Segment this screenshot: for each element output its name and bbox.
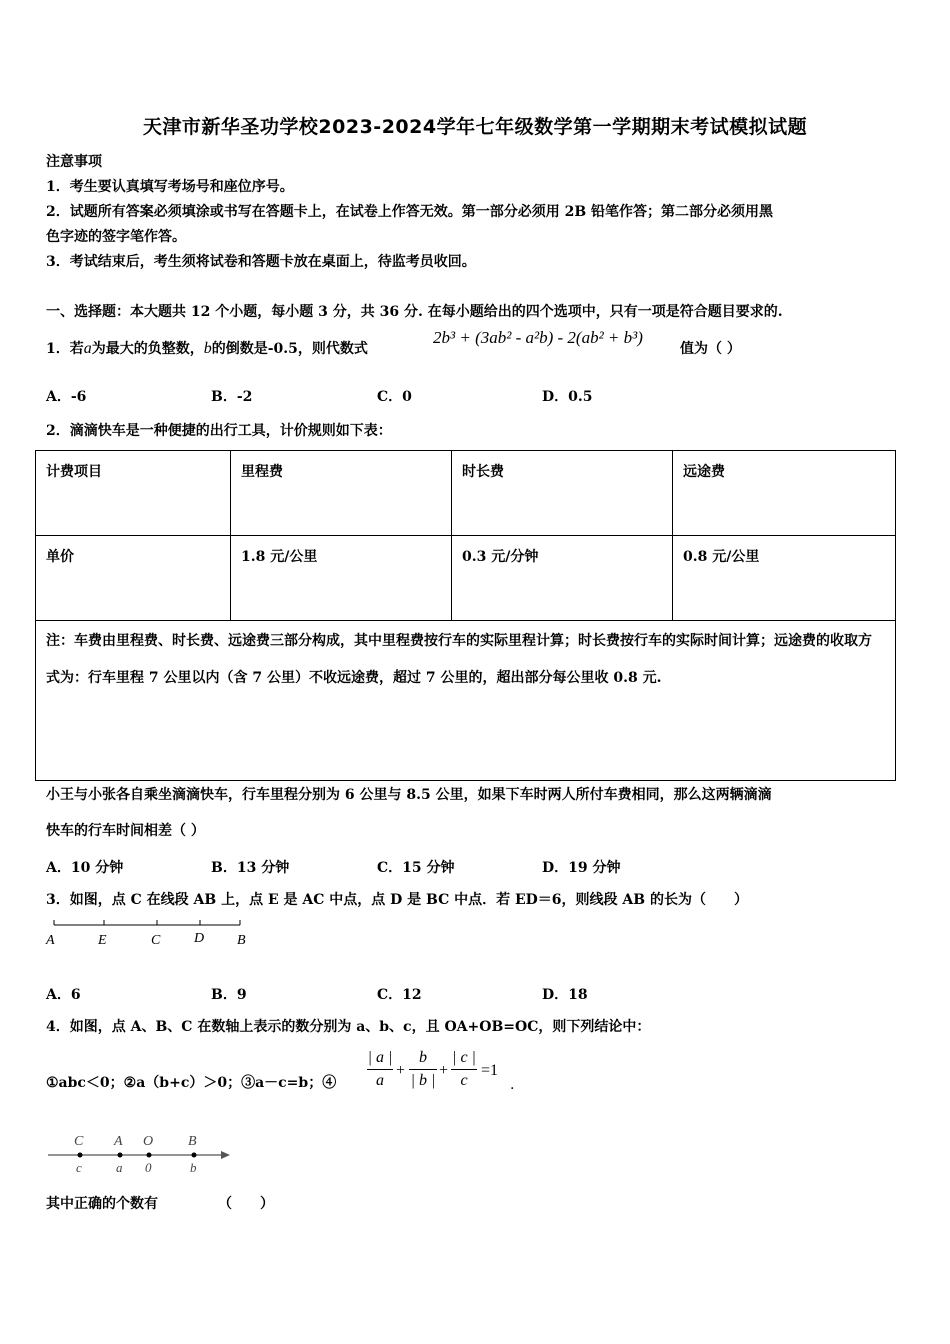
frac1-denominator: a xyxy=(376,1072,384,1089)
notice-item-3: 3．考试结束后，考生须将试卷和答题卡放在桌面上，待监考员收回。 xyxy=(46,254,476,270)
q3-option-b: B．9 xyxy=(211,987,247,1003)
fee-header-mileage: 里程费 xyxy=(231,451,452,536)
point-label-b: B xyxy=(237,933,246,948)
frac2-denominator: | b | xyxy=(410,1072,436,1089)
q1-option-b: B．-2 xyxy=(211,389,253,405)
q1-option-c: C．0 xyxy=(377,389,412,405)
q4-period: . xyxy=(510,1077,515,1093)
label-upper-c: C xyxy=(74,1134,84,1149)
q2-option-d: D．19 分钟 xyxy=(542,860,621,876)
q1-stem-end: 值为（ ） xyxy=(680,341,741,357)
q2-question-line2: 快车的行车时间相差（ ） xyxy=(46,823,205,839)
q1-option-d: D．0.5 xyxy=(542,389,593,405)
q2-option-c: C．15 分钟 xyxy=(377,860,455,876)
label-upper-a: A xyxy=(114,1134,123,1149)
q4-stem: 4．如图，点 A、B、C 在数轴上表示的数分别为 a、b、c，且 OA+OB=OC，则下列结论中： xyxy=(46,1019,651,1035)
fee-table-note-row xyxy=(36,621,896,781)
q3-option-c: C．12 xyxy=(377,987,422,1003)
point-b xyxy=(192,1153,197,1158)
fee-header-time: 时长费 xyxy=(452,451,673,536)
q3-option-a: A．6 xyxy=(46,987,81,1003)
frac1-numerator: | a | xyxy=(367,1049,393,1066)
section-heading: 一、选择题：本大题共 12 个小题，每小题 3 分，共 36 分. 在每小题给出的四个选项中，只有一项是符合题目要求的. xyxy=(46,304,783,320)
q1-var-b: b xyxy=(203,340,212,357)
q4-fraction-3 xyxy=(451,1049,477,1090)
point-label-a: A xyxy=(46,933,55,948)
notice-item-2-cont: 色字迹的签字笔作答。 xyxy=(46,229,186,245)
frac3-bar xyxy=(451,1069,477,1070)
fee-table xyxy=(35,450,896,781)
point-label-d: D xyxy=(194,931,205,946)
notice-heading: 注意事项 xyxy=(46,154,102,170)
q3-segment-figure xyxy=(40,914,260,950)
label-lower-0: 0 xyxy=(145,1160,152,1175)
fee-price-time: 0.3 元/分钟 xyxy=(452,536,673,621)
q1-stem-c: 的倒数是-0.5，则代数式 xyxy=(211,341,368,357)
notice-item-1: 1．考生要认真填写考场号和座位序号。 xyxy=(46,179,294,195)
q1-stem-b: 为最大的负整数， xyxy=(91,341,204,357)
fee-price-distance: 0.8 元/公里 xyxy=(673,536,896,621)
q1-stem-a: 1．若 xyxy=(46,341,84,357)
fee-header-item: 计费项目 xyxy=(36,451,231,536)
q3-stem: 3．如图，点 C 在线段 AB 上，点 E 是 AC 中点，点 D 是 BC 中点．若 ED＝6，则线段 AB 的长为（ ） xyxy=(46,892,748,908)
q1-stem xyxy=(46,339,368,359)
plus-sign-1: + xyxy=(396,1062,406,1079)
fee-table-price-row xyxy=(36,536,896,621)
q2-option-b: B．13 分钟 xyxy=(211,860,290,876)
q4-fraction-2 xyxy=(409,1049,437,1090)
axis-arrow-icon xyxy=(221,1151,230,1159)
label-lower-c: c xyxy=(76,1160,82,1175)
frac1-bar xyxy=(367,1069,393,1070)
point-c xyxy=(78,1153,83,1158)
notice-item-2: 2．试题所有答案必须填涂或书写在答题卡上，在试卷上作答无效。第一部分必须用 2B 铅笔作答；第二部分必须用黑 xyxy=(46,204,774,220)
point-label-c: C xyxy=(151,933,161,948)
point-a xyxy=(118,1153,123,1158)
label-upper-o: O xyxy=(143,1134,154,1149)
q1-option-a: A．-6 xyxy=(46,389,87,405)
fee-price-label: 单价 xyxy=(36,536,231,621)
frac3-numerator: | c | xyxy=(452,1049,476,1066)
frac3-denominator: c xyxy=(460,1072,468,1089)
equals-one: =1 xyxy=(481,1062,499,1079)
fee-table-header-row xyxy=(36,451,896,536)
fee-price-mileage: 1.8 元/公里 xyxy=(231,536,452,621)
fee-note: 注：车费由里程费、时长费、远途费三部分构成，其中里程费按行车的实际里程计算；时长费按行车的实际时间计算；远途费的收取方式为：行车里程 7 公里以内（含 7 公里）不收远途费，超过 7 公里的，超出部分每公里收 0.8 元. xyxy=(36,621,896,781)
frac2-numerator: b xyxy=(419,1049,427,1066)
q4-conditions: ①abc＜0；②a（b+c）＞0；③a－c=b；④ xyxy=(46,1075,337,1091)
page-title: 天津市新华圣功学校2023-2024学年七年级数学第一学期期末考试模拟试题 xyxy=(142,116,808,138)
q1-var-a: a xyxy=(83,340,92,357)
q4-question: 其中正确的个数有 xyxy=(46,1196,158,1212)
point-label-e: E xyxy=(98,933,107,948)
label-lower-b: b xyxy=(190,1160,197,1175)
plus-sign-2: + xyxy=(439,1062,449,1079)
fee-header-distance: 远途费 xyxy=(673,451,896,536)
q4-answer-blank: （ ） xyxy=(218,1196,274,1212)
q2-stem: 2．滴滴快车是一种便捷的出行工具，计价规则如下表： xyxy=(46,423,392,439)
q4-fraction-1 xyxy=(367,1049,393,1090)
q1-expression: 2b³ + (3ab² - a²b) - 2(ab² + b³) xyxy=(433,328,643,347)
q3-option-d: D．18 xyxy=(542,987,588,1003)
q2-question-line1: 小王与小张各自乘坐滴滴快车，行车里程分别为 6 公里与 8.5 公里，如果下车时两人所付车费相同，那么这两辆滴滴 xyxy=(46,787,772,803)
label-lower-a: a xyxy=(116,1160,123,1175)
point-o xyxy=(147,1153,152,1158)
label-upper-b: B xyxy=(188,1134,197,1149)
q4-number-line xyxy=(40,1130,240,1180)
q2-option-a: A．10 分钟 xyxy=(46,860,124,876)
frac2-bar xyxy=(409,1069,437,1070)
